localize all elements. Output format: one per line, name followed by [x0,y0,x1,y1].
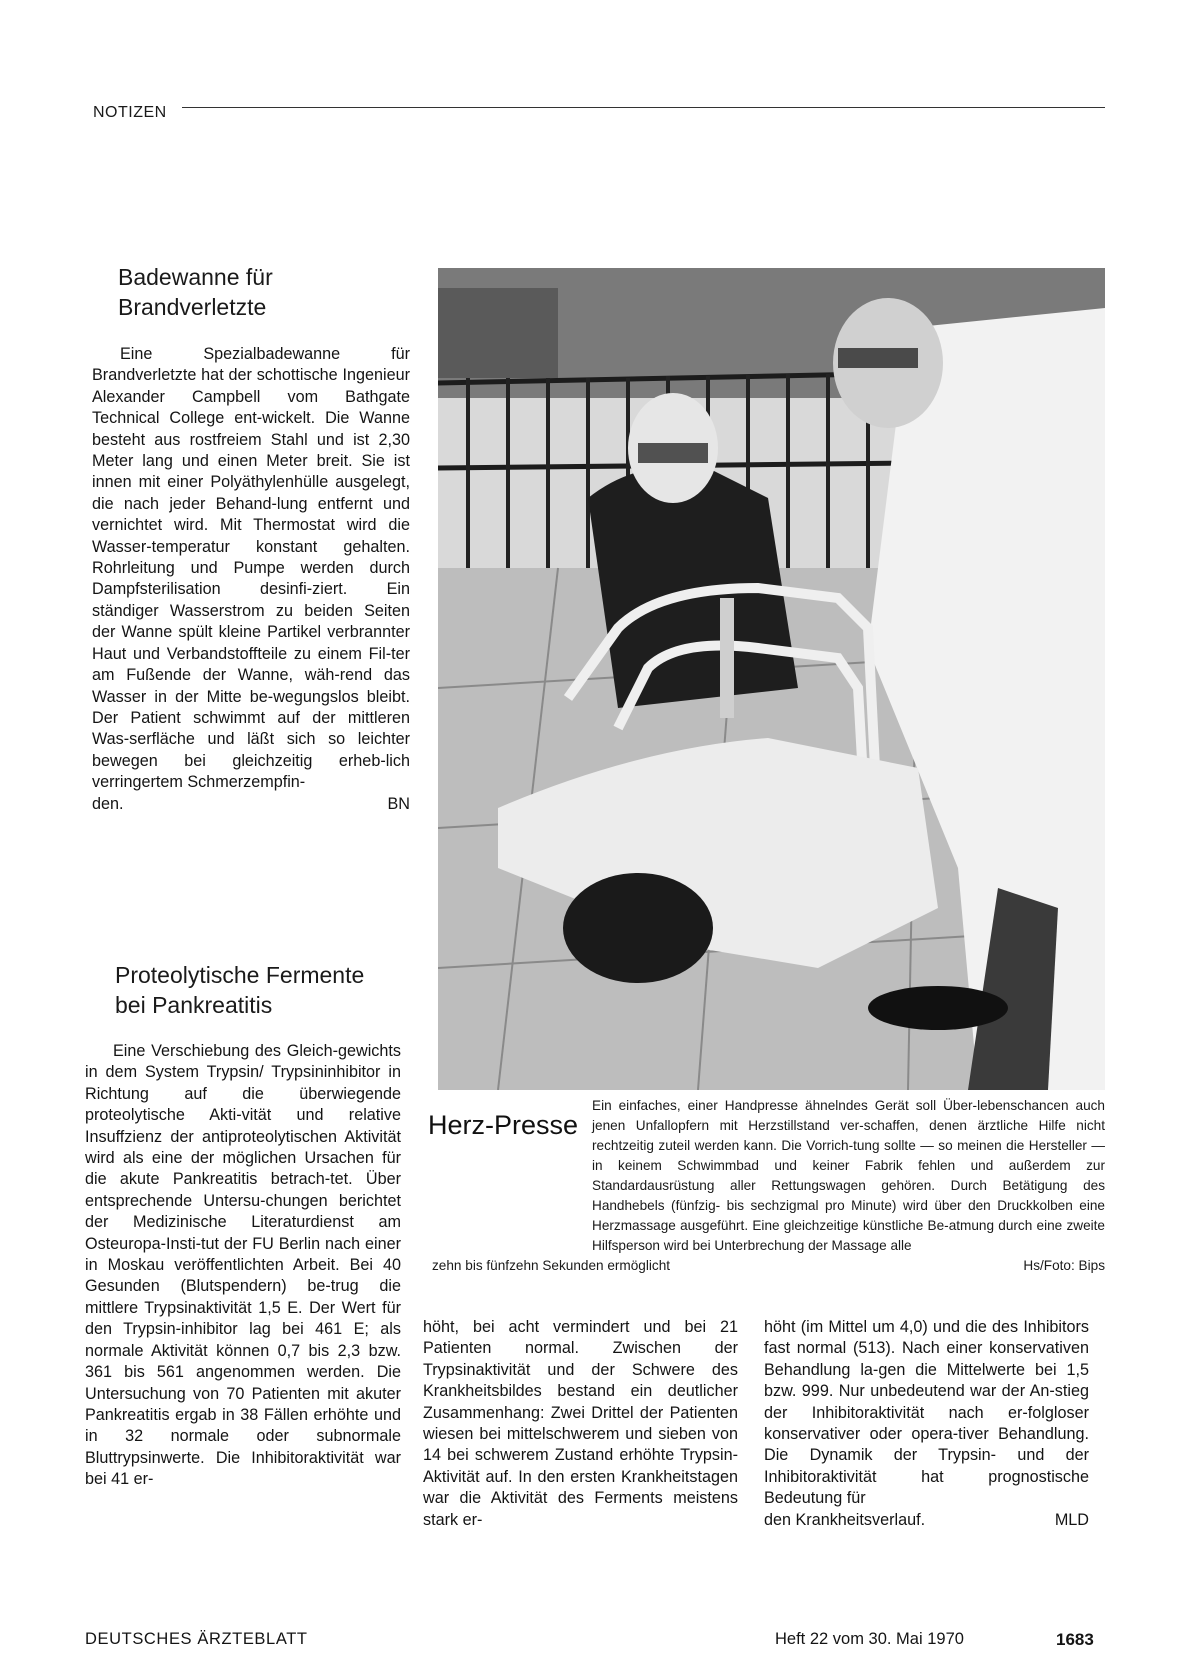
article1-signature: BN [387,794,410,813]
footer-journal-name: DEUTSCHES ÄRZTEBLATT [85,1630,308,1648]
footer-issue-info: Heft 22 vom 30. Mai 1970 [775,1630,964,1648]
photograph-illustration [438,268,1105,1090]
article2-column-1-text: Eine Verschiebung des Gleich-gewichts in dem System Trypsin/ Trypsininhibitor in Richtung auf die überwiegende proteolytische Akti-vität und relative Insuffzienz der antiproteolytischen Aktivität wird als eine der möglichen Ursachen für die akute Pankreatitis betrach-tet. Über entsprechende Untersu-chungen berichtet der Medizinische Literaturdienst am Osteuropa-Insti-tut der FU Berlin nach einer in Moskau veröffentlichten Arbeit. Bei 40 Gesunden (Blutspendern) be-trug die mittlere Trypsinaktivität 1,5 E. Der Wert für den Trypsin-inhibitor lag bei 461 E; als normale Aktivität können 0,7 bis 2,3 bzw. 361 bis 561 angenommen werden. Die Untersuchung von 70 Patienten mit akuter Pankreatitis ergab in 38 Fällen erhöhte und in 32 normale oder subnormale Bluttrypsinwerte. Die Inhibitoraktivität war bei 41 er- [85,1042,401,1489]
article2-column-1 [85,1041,401,1491]
caption-body [432,1096,1105,1276]
article2-column-3-text: höht (im Mittel um 4,0) und die des Inhibitors fast normal (513). Nach einer konservativen Behandlung la-gen die Mittelwerte bei 1,5 bzw. 999. Nur unbedeutend war der An-stieg der Inhibitoraktivität nach er-folgloser konservativer oder opera-tiver Behandlung. Die Dynamik der Trypsin- und der Inhibitoraktivität hat prognostische Bedeutung für [764,1318,1089,1508]
article2-closing-line [764,1510,1089,1531]
photograph-herz-presse [438,268,1105,1090]
article1-body-text: Eine Spezialbadewanne für Brandverletzte hat der schottische Ingenieur Alexander Campbell vom Bathgate Technical College ent-wickelt. Die Wanne besteht aus rostfreiem Stahl und ist 2,30 Meter lang und einen Meter breit. Sie ist innen mit einer Polyäthylenhülle ausgelegt, die nach jeder Behand-lung entfernt und vernichtet wird. Mit Thermostat wird die Wasser-temperatur konstant gehalten. Rohrleitung und Pumpe werden durch Dampfsterilisation desinfi-ziert. Ein ständiger Wasserstrom zu beiden Seiten der Wanne spült kleine Partikel verbrannter Haut und Verbandstoffteile zu einem Fil-ter am Fußende der Wanne, wäh-rend das Wasser in der Mitte be-wegungslos bleibt. Der Patient schwimmt auf der mittleren Was-serfläche und läßt sich so leichter bewegen bei gleichzeitig erheb-lich verringertem Schmerzempfin- [92,345,410,792]
article2-column-2 [423,1317,738,1531]
photo-credit: Hs/Foto: Bips [1023,1258,1105,1273]
caption-title: Herz-Presse [428,1110,579,1140]
article2-column-2-text: höht, bei acht vermindert und bei 21 Patienten normal. Zwischen der Trypsinaktivität und der Schwere des Krankheitsbildes bestand ein deutlicher Zusammenhang: Zwei Drittel der Patienten wiesen bei mittelschwerem und sieben von 14 bei schwerem Zustand erhöhte Trypsin-Aktivität auf. In den ersten Krankheitstagen war die Aktivität des Ferments meistens stark er- [423,1318,738,1529]
article2-headline [115,960,364,1020]
header-rule [182,107,1105,108]
article1-headline-line2: Brandverletzte [118,294,267,320]
caption-text-wrap [432,1096,1105,1256]
article2-signature: MLD [1054,1510,1089,1529]
article1-last-word: den. [92,794,124,813]
article2-headline-line1: Proteolytische Fermente [115,962,365,988]
article2-last-words: den Krankheitsverlauf. [764,1510,926,1529]
caption-credit-line [432,1256,1105,1276]
section-label: NOTIZEN [93,104,167,121]
article1-headline-line1: Badewanne für [118,264,273,290]
article1-closing-line [92,794,410,815]
caption-last-line: zehn bis fünfzehn Sekunden ermöglicht [432,1258,671,1273]
caption-text: Ein einfaches, einer Handpresse ähnelndes Gerät soll Über-lebenschancen auch jenen Unfallopfern mit Herzstillstand ver-schaffen, denen ärztliche Hilfe nicht rechtzeitig zuteil werden kann. Die Vorrich-tung sollte — so meinen die Hersteller — in keinem Schwimmbad und keiner Fabrik fehlen und außerdem zur Standardausrüstung aller Rettungswagen gehören. Durch Betätigung des Handhebels (fünfzig- bis sechzigmal pro Minute) wird über den Druckkolben eine Herzmassage ausgeführt. Eine gleichzeitige künstliche Be-atmung durch eine zweite Hilfsperson wird bei Unterbrechung der Massage alle [592,1098,1105,1253]
article2-headline-line2: bei Pankreatitis [115,992,273,1018]
article1-headline [118,262,273,322]
article2-column-3 [764,1317,1089,1531]
article1-body [92,344,410,815]
footer-page-number: 1683 [1056,1630,1094,1649]
article1-paragraph [92,344,410,794]
